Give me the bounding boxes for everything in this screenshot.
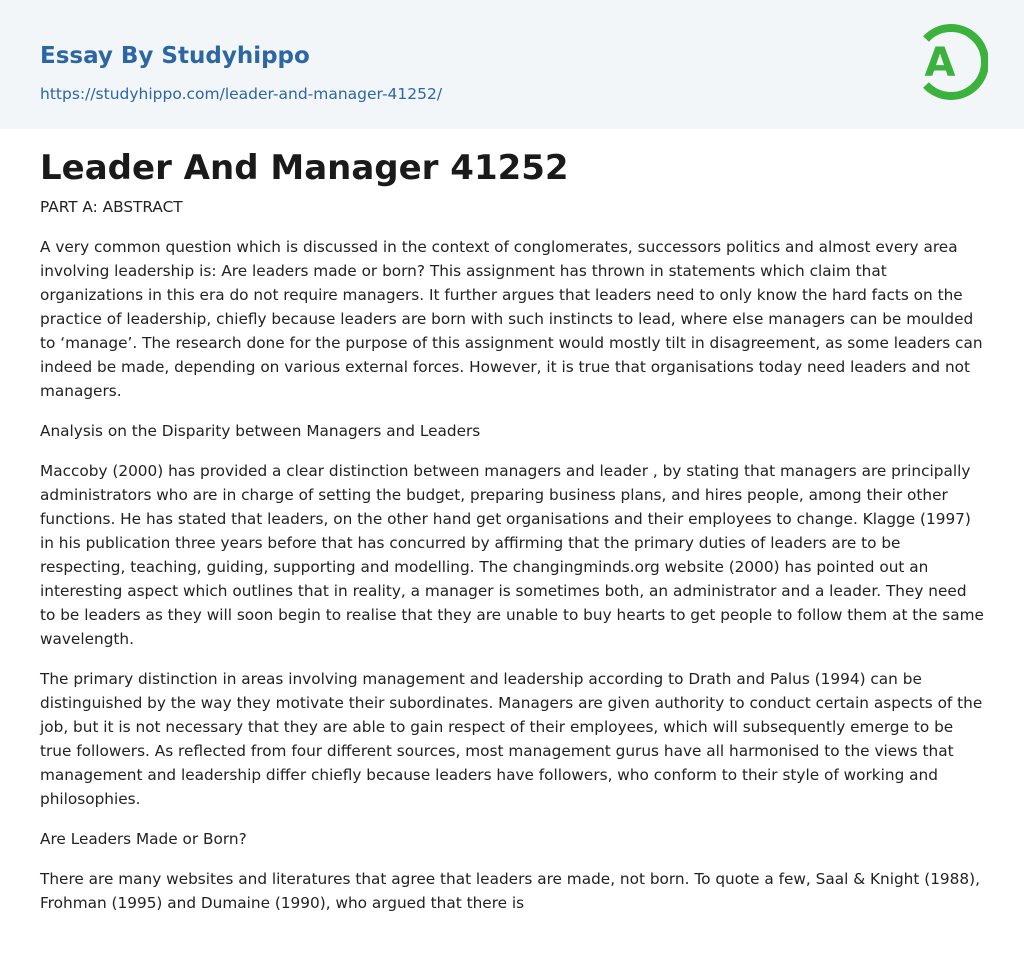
essay-paragraph: Analysis on the Disparity between Managers and Leaders (40, 422, 481, 440)
essay-content (40, 145, 986, 931)
essay-paragraph: PART A: ABSTRACT (40, 198, 183, 216)
studyhippo-logo-icon[interactable] (912, 18, 988, 106)
essay-paragraph: A very common question which is discussed in the context of conglomerates, successors politics and almost every area involving leadership is: Are leaders made or born? This assignment has thrown in statements which claim that organizations in this era do not require managers. It further argues that leaders need to only know the hard facts on the practice of leadership, chiefly because leaders are born with such instincts to lead, where else managers can be moulded to ‘manage’. The research done for the purpose of this assignment would mostly tilt in disagreement, as some leaders can indeed be made, depending on various external forces. However, it is true that organisations today need leaders and not managers. (40, 238, 983, 400)
site-brand[interactable]: Essay By Studyhippo (40, 43, 310, 69)
logo-letter: A (924, 40, 956, 86)
essay-paragraph: The primary distinction in areas involving management and leadership according to Drath and Palus (1994) can be distinguished by the way they motivate their subordinates. Managers are given authority to conduct certain aspects of the job, but it is not necessary that they are able to gain respect of their employees, which will subsequently emerge to be true followers. As reflected from four different sources, most management gurus have all harmonised to the views that management and leadership differ chiefly because leaders have followers, who conform to their style of working and philosophies. (40, 670, 983, 808)
essay-paragraph: Maccoby (2000) has provided a clear distinction between managers and leader , by stating that managers are principally administrators who are in charge of setting the budget, preparing business plans, and hires people, among their other functions. He has stated that leaders, on the other hand get organisations and their employees to change. Klagge (1997) in his publication three years before that has concurred by affirming that the primary duties of leaders are to be respecting, teaching, guiding, supporting and modelling. The changingminds.org website (2000) has pointed out an interesting aspect which outlines that in reality, a manager is sometimes both, an administrator and a leader. They need to be leaders as they will soon begin to realise that they are unable to buy hearts to get people to follow them at the same wavelength. (40, 462, 984, 648)
essay-paragraph: Are Leaders Made or Born? (40, 830, 247, 848)
essay-title: Leader And Manager 41252 (40, 148, 569, 188)
essay-url-link[interactable]: https://studyhippo.com/leader-and-manager-41252/ (40, 85, 443, 103)
essay-paragraph: There are many websites and literatures that agree that leaders are made, not born. To quote a few, Saal & Knight (1988), Frohman (1995) and Dumaine (1990), who argued that there is (40, 870, 980, 912)
site-header (0, 0, 1024, 129)
